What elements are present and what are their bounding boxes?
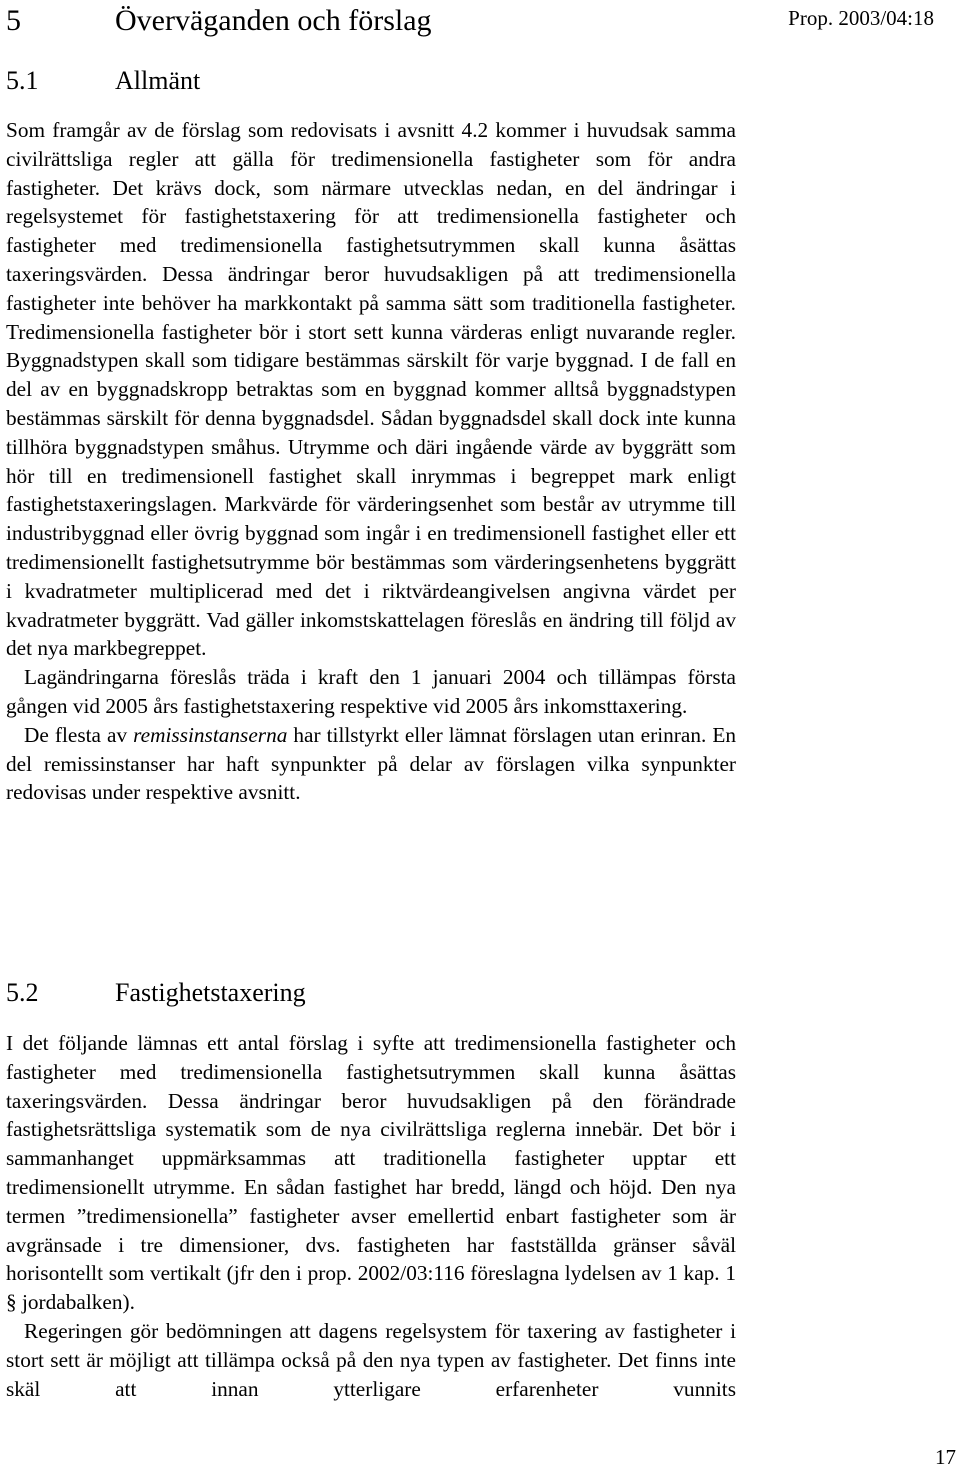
chapter-title: Överväganden och förslag — [115, 4, 432, 37]
paragraph-text: har tillstyrkt eller lämnat förslagen utan erinran. En del remissinstanser har haft synpunkter på delar av förslagen vilka synpunkter redovisas under respektive avsnitt. — [6, 722, 736, 805]
proposition-reference: Prop. 2003/04:18 — [788, 6, 934, 30]
chapter-number: 5 — [6, 4, 21, 37]
section-heading-5-1 — [6, 64, 200, 98]
section-title: Fastighetstaxering — [115, 978, 306, 1007]
paragraph — [6, 721, 736, 807]
paragraph: Regeringen gör bedömningen att dagens regelsystem för taxering av fastigheter i stort sett är möjligt att tillämpa också på den nya typen av fastigheter. Det finns inte skäl att innan ytterligare erfarenheter vunnits — [6, 1318, 736, 1401]
paragraph: I det följande lämnas ett antal förslag i syfte att tredimensionella fastigheter och fastigheter med tredimensionella fastighetsutrymmen skall kunna åsättas taxeringsvärden. Dessa ändringar beror huvudsakligen på den förändrade fastighetsrättsliga systematik som de nya civilrättsliga reglerna innebär. Det bör i sammanhanget uppmärksammas att traditionella fastigheter upptar ett tredimensionellt utrymme. En sådan fastighet har bredd, längd och höjd. Den nya termen ”tredimensionella” fastigheter avser emellertid enbart fastigheter som är avgränsade i tre dimensioner, dvs. fastigheten har fastställda gränser såväl horisontellt som vertikalt (jfr den i prop. 2002/03:116 föreslagna lydelsen av 1 kap. 1 § jordabalken). — [6, 1031, 736, 1315]
section-5-1-body — [6, 116, 736, 807]
paragraph-text: De flesta av — [24, 722, 134, 747]
emphasized-term: remissinstanserna — [133, 722, 288, 747]
page-number: 17 — [935, 1445, 956, 1469]
section-5-2-body — [6, 1029, 736, 1403]
chapter-heading — [6, 2, 432, 40]
paragraph: Lagändringarna föreslås träda i kraft den 1 januari 2004 och tillämpas första gången vid 2005 års fastighetstaxering respektive vid 2005 års inkomsttaxering. — [6, 665, 736, 718]
paragraph: Som framgår av de förslag som redovisats i avsnitt 4.2 kommer i huvudsak samma civilrättsliga regler att gälla för tredimensionella fastigheter som för andra fastigheter. Det krävs dock, som närmare utvecklas nedan, en del ändringar i regelsystemet för fastighetstaxering för att tredimensionella fastigheter och fastigheter med tredimensionella fastighetsutrymmen skall kunna åsättas taxeringsvärden. Dessa ändringar beror huvudsakligen på att tredimensionella fastigheter inte behöver ha markkontakt på samma sätt som traditionella fastigheter. Tredimensionella fastigheter bör i stort sett kunna värderas enligt nuvarande regler. Byggnadstypen skall som tidigare bestämmas särskilt för varje byggnad. I de fall en del av en byggnadskropp betraktas som en byggnad kommer alltså byggnadstypen bestämmas särskilt för denna byggnadsdel. Sådan byggnadsdel skall dock inte kunna tillhöra byggnadstypen småhus. Utrymme och däri ingående värde av byggrätt som hör till en tredimensionell fastighet skall inrymmas i begreppet mark enligt fastighetstaxeringslagen. Markvärde för värderingsenhet som består av utrymme till industribyggnad eller övrig byggnad som ingår i en tredimensionell fastighet eller ett tredimensionellt fastighetsutrymme bör bestämmas som värderingsenhetens byggrätt i kvadratmeter multiplicerad med det i riktvärdeangivelsen angivna värdet per kvadratmeter byggrätt. Vad gäller inkomstskattelagen föreslås en ändring till följd av det nya markbegreppet. — [6, 118, 736, 661]
section-title: Allmänt — [115, 66, 201, 95]
section-heading-5-2 — [6, 976, 306, 1010]
section-number: 5.2 — [6, 978, 39, 1007]
section-number: 5.1 — [6, 66, 39, 95]
